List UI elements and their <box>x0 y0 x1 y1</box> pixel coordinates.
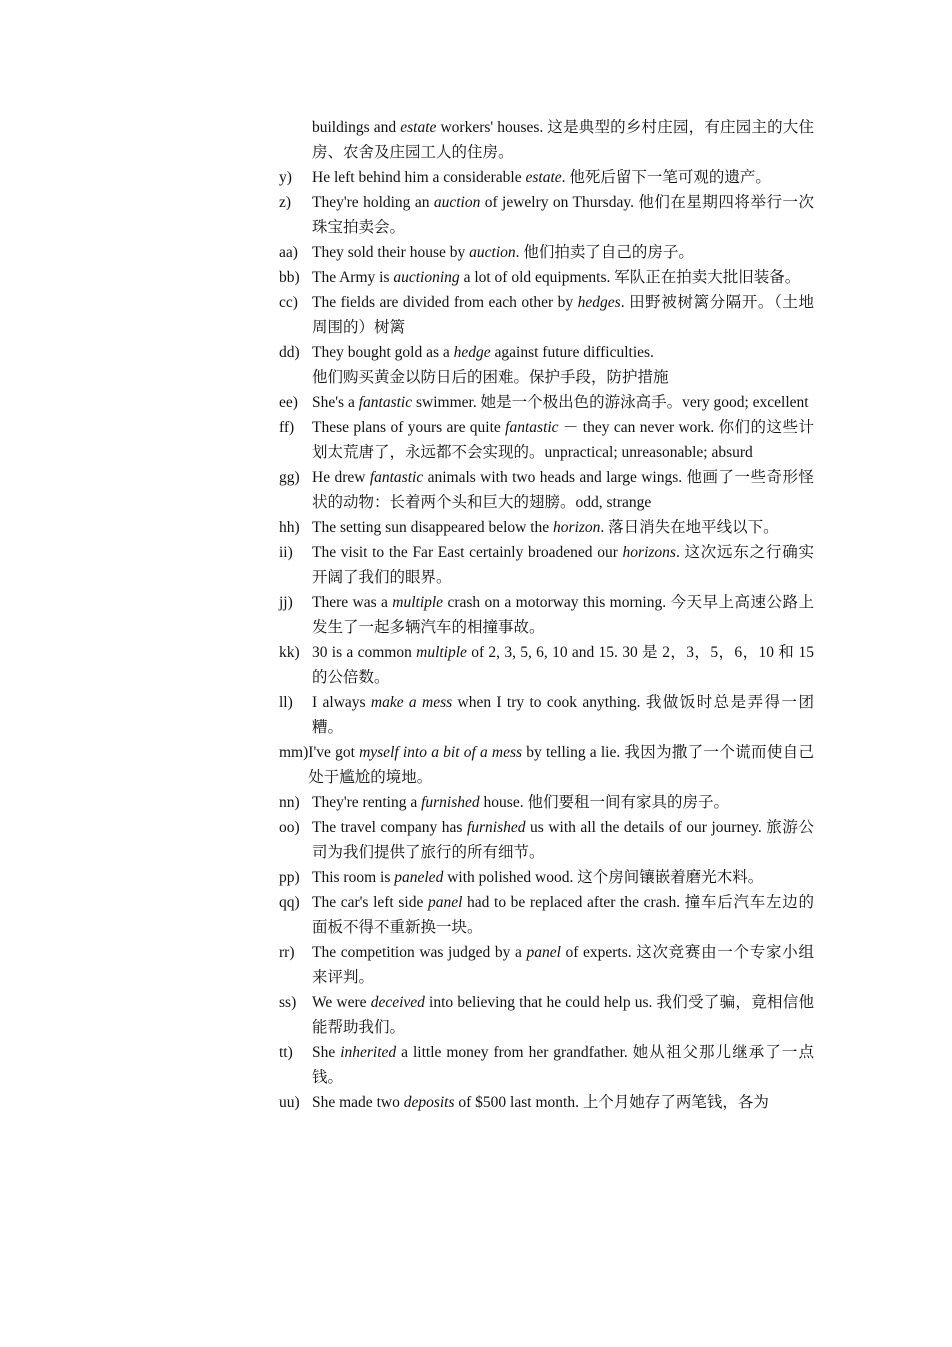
sentence-text: a little money from her grandfather. 她从祖父那儿继承了一点钱。 <box>312 1044 815 1086</box>
example-sentence-entry <box>279 865 814 890</box>
entry-label: jj) <box>279 594 293 611</box>
sentence-text: He drew <box>312 469 370 486</box>
sentence-text: He left behind him a considerable <box>312 169 526 186</box>
example-sentence-entry <box>279 515 814 540</box>
keyword-italic: deceived <box>370 994 425 1011</box>
example-sentence-entry <box>279 190 814 240</box>
entry-text <box>312 940 814 990</box>
sentence-text: There was a <box>312 594 393 611</box>
entry-label: y) <box>279 169 292 186</box>
example-sentence-entry <box>279 265 814 290</box>
example-sentence-entry <box>279 465 814 515</box>
sentence-text: into believing that he could help us. 我们受了骗，竟相信他能帮助我们。 <box>312 994 814 1036</box>
sentence-text: These plans of yours are quite <box>312 419 506 436</box>
example-sentence-entry <box>279 815 814 865</box>
keyword-italic: horizon <box>553 519 601 536</box>
sentence-text: I've got <box>308 744 360 761</box>
keyword-italic: auctioning <box>393 269 460 286</box>
example-sentence-entry <box>279 590 814 640</box>
entry-label: rr) <box>279 944 295 961</box>
sentence-text: She's a <box>312 394 359 411</box>
sentence-text: by telling a lie. 我因为撒了一个谎而使自己处于尴尬的境地。 <box>308 744 814 786</box>
sentence-text: of jewelry on Thursday. 他们在星期四将举行一次珠宝拍卖会。 <box>312 194 814 236</box>
entry-label: kk) <box>279 644 300 661</box>
sentence-text: 他们购买黄金以防日后的困难。保护手段，防护措施 <box>312 369 669 386</box>
sentence-text: with polished wood. 这个房间镶嵌着磨光木料。 <box>443 869 764 886</box>
entry-text <box>312 265 814 290</box>
sentence-text: They're holding an <box>312 194 434 211</box>
entry-text <box>312 990 814 1040</box>
example-sentence-entry <box>279 390 814 415</box>
keyword-italic: myself into a bit of a mess <box>359 744 523 761</box>
entry-text <box>312 890 814 940</box>
entry-label: ll) <box>279 694 293 711</box>
entry-label: uu) <box>279 1094 300 1111</box>
keyword-italic: estate <box>400 119 437 136</box>
example-sentence-entry <box>279 365 814 390</box>
entry-label: gg) <box>279 469 300 486</box>
sentence-text: animals with two heads and large wings. 他画了一些奇形怪状的动物：长着两个头和巨大的翅膀。odd, strange <box>312 469 814 511</box>
keyword-italic: estate <box>525 169 562 186</box>
entry-text <box>312 290 814 340</box>
example-sentence-entry <box>279 540 814 590</box>
sentence-text: This room is <box>312 869 395 886</box>
entry-label: z) <box>279 194 292 211</box>
entry-label: ee) <box>279 394 298 411</box>
example-sentence-entry <box>279 640 814 690</box>
example-sentence-entry <box>279 415 814 465</box>
entry-label: pp) <box>279 869 300 886</box>
entry-text <box>279 365 814 390</box>
example-sentence-entry <box>279 340 814 365</box>
keyword-italic: hedges <box>577 294 621 311</box>
sentence-text: buildings and <box>312 119 401 136</box>
entry-text <box>312 815 814 865</box>
sentence-text: 30 is a common <box>312 644 417 661</box>
sentence-text: She <box>312 1044 341 1061</box>
example-sentence-entry <box>279 890 814 940</box>
keyword-italic: horizons <box>622 544 676 561</box>
keyword-italic: auction <box>433 194 481 211</box>
sentence-text: The car's left side <box>312 894 428 911</box>
sentence-text: The Army is <box>312 269 394 286</box>
entry-text <box>312 390 814 415</box>
entry-label: oo) <box>279 819 300 836</box>
sentence-text: of $500 last month. 上个月她存了两笔钱，各为 <box>454 1094 769 1111</box>
entry-label: tt) <box>279 1044 293 1061</box>
example-sentence-entry <box>279 290 814 340</box>
entry-text <box>312 240 814 265</box>
entry-text <box>312 1090 814 1115</box>
sentence-text: She made two <box>312 1094 404 1111</box>
sentence-text: We were <box>312 994 371 1011</box>
keyword-italic: multiple <box>416 644 467 661</box>
sentence-text: swimmer. 她是一个极出色的游泳高手。very good; excellent <box>412 394 809 411</box>
sentence-text: . 落日消失在地平线以下。 <box>600 519 779 536</box>
entry-text <box>312 590 814 640</box>
keyword-italic: fantastic <box>369 469 424 486</box>
entry-text <box>312 165 814 190</box>
sentence-text: . 他们拍卖了自己的房子。 <box>515 244 694 261</box>
entry-text <box>312 790 814 815</box>
entry-text <box>312 865 814 890</box>
example-sentence-entry <box>279 940 814 990</box>
sentence-text: a lot of old equipments. 军队正在拍卖大批旧装备。 <box>459 269 801 286</box>
entry-label: ii) <box>279 544 293 561</box>
entry-text <box>312 540 814 590</box>
document-page <box>279 115 814 1115</box>
sentence-text: They're renting a <box>312 794 422 811</box>
sentence-text: － they can never work. 你们的这些计划太荒唐了，永远都不会实现的。unpractical; unreasonable; absurd <box>312 419 814 461</box>
example-sentence-entry <box>279 990 814 1040</box>
sentence-text: The setting sun disappeared below the <box>312 519 554 536</box>
entry-text <box>312 190 814 240</box>
keyword-italic: panel <box>427 894 463 911</box>
sentence-text: The visit to the Far East certainly broadened our <box>312 544 623 561</box>
example-sentence-entry <box>279 1040 814 1090</box>
entry-label: ss) <box>279 994 297 1011</box>
keyword-italic: deposits <box>403 1094 455 1111</box>
keyword-italic: panel <box>526 944 561 961</box>
entry-label: mm) <box>279 744 309 761</box>
keyword-italic: inherited <box>340 1044 397 1061</box>
entry-text <box>312 340 814 365</box>
example-sentence-entry <box>279 1090 814 1115</box>
keyword-italic: furnished <box>421 794 480 811</box>
sentence-text: of experts. 这次竞赛由一个专家小组来评判。 <box>312 944 815 986</box>
keyword-italic: fantastic <box>358 394 413 411</box>
sentence-text: of 2, 3, 5, 6, 10 and 15. 30 是 2，3，5，6，10 和 15 的公倍数。 <box>312 644 814 686</box>
sentence-text: I always <box>312 694 371 711</box>
keyword-italic: fantastic <box>505 419 559 436</box>
entry-text <box>312 515 814 540</box>
sentence-text: workers' houses. 这是典型的乡村庄园，有庄园主的大住房、农舍及庄园工人的住房。 <box>312 119 814 161</box>
entry-text <box>308 740 814 790</box>
keyword-italic: auction <box>469 244 516 261</box>
entry-label: cc) <box>279 294 298 311</box>
example-sentence-entry <box>279 240 814 265</box>
example-sentence-entry <box>279 740 814 790</box>
entry-label: aa) <box>279 244 298 261</box>
sentence-text: house. 他们要租一间有家具的房子。 <box>479 794 729 811</box>
sentence-text: crash on a motorway this morning. 今天早上高速公路上发生了一起多辆汽车的相撞事故。 <box>312 594 814 636</box>
sentence-text: when I try to cook anything. 我做饭时总是弄得一团糟。 <box>312 694 815 736</box>
keyword-italic: hedge <box>453 344 491 361</box>
sentence-text: The fields are divided from each other by <box>312 294 578 311</box>
entry-label: nn) <box>279 794 300 811</box>
sentence-text: They sold their house by <box>312 244 470 261</box>
sentence-text: They bought gold as a <box>312 344 454 361</box>
entry-label: dd) <box>279 344 300 361</box>
entry-label: bb) <box>279 269 300 286</box>
sentence-text: us with all the details of our journey. 旅游公司为我们提供了旅行的所有细节。 <box>312 819 815 861</box>
sentence-text: . 他死后留下一笔可观的遗产。 <box>561 169 771 186</box>
sentence-text: had to be replaced after the crash. 撞车后汽车左边的面板不得不重新换一块。 <box>312 894 814 936</box>
example-sentence-entry <box>279 690 814 740</box>
entry-label: qq) <box>279 894 300 911</box>
sentence-text: . 田野被树篱分隔开。（土地周围的）树篱 <box>312 294 814 336</box>
entry-text <box>312 465 814 515</box>
sentence-text: The travel company has <box>312 819 467 836</box>
entry-text <box>312 640 814 690</box>
entry-label: ff) <box>279 419 295 436</box>
sentence-text: The competition was judged by a <box>312 944 527 961</box>
entry-text <box>279 115 814 165</box>
keyword-italic: furnished <box>466 819 526 836</box>
keyword-italic: paneled <box>394 869 444 886</box>
sentence-text: . 这次远东之行确实开阔了我们的眼界。 <box>312 544 814 586</box>
keyword-italic: multiple <box>392 594 444 611</box>
entry-text <box>312 415 814 465</box>
sentence-text: against future difficulties. <box>490 344 654 361</box>
example-sentence-entry <box>279 790 814 815</box>
example-sentence-entry <box>279 165 814 190</box>
entry-text <box>312 690 814 740</box>
example-sentence-entry <box>279 115 814 165</box>
entry-label: hh) <box>279 519 300 536</box>
keyword-italic: make a mess <box>370 694 453 711</box>
entry-text <box>312 1040 814 1090</box>
